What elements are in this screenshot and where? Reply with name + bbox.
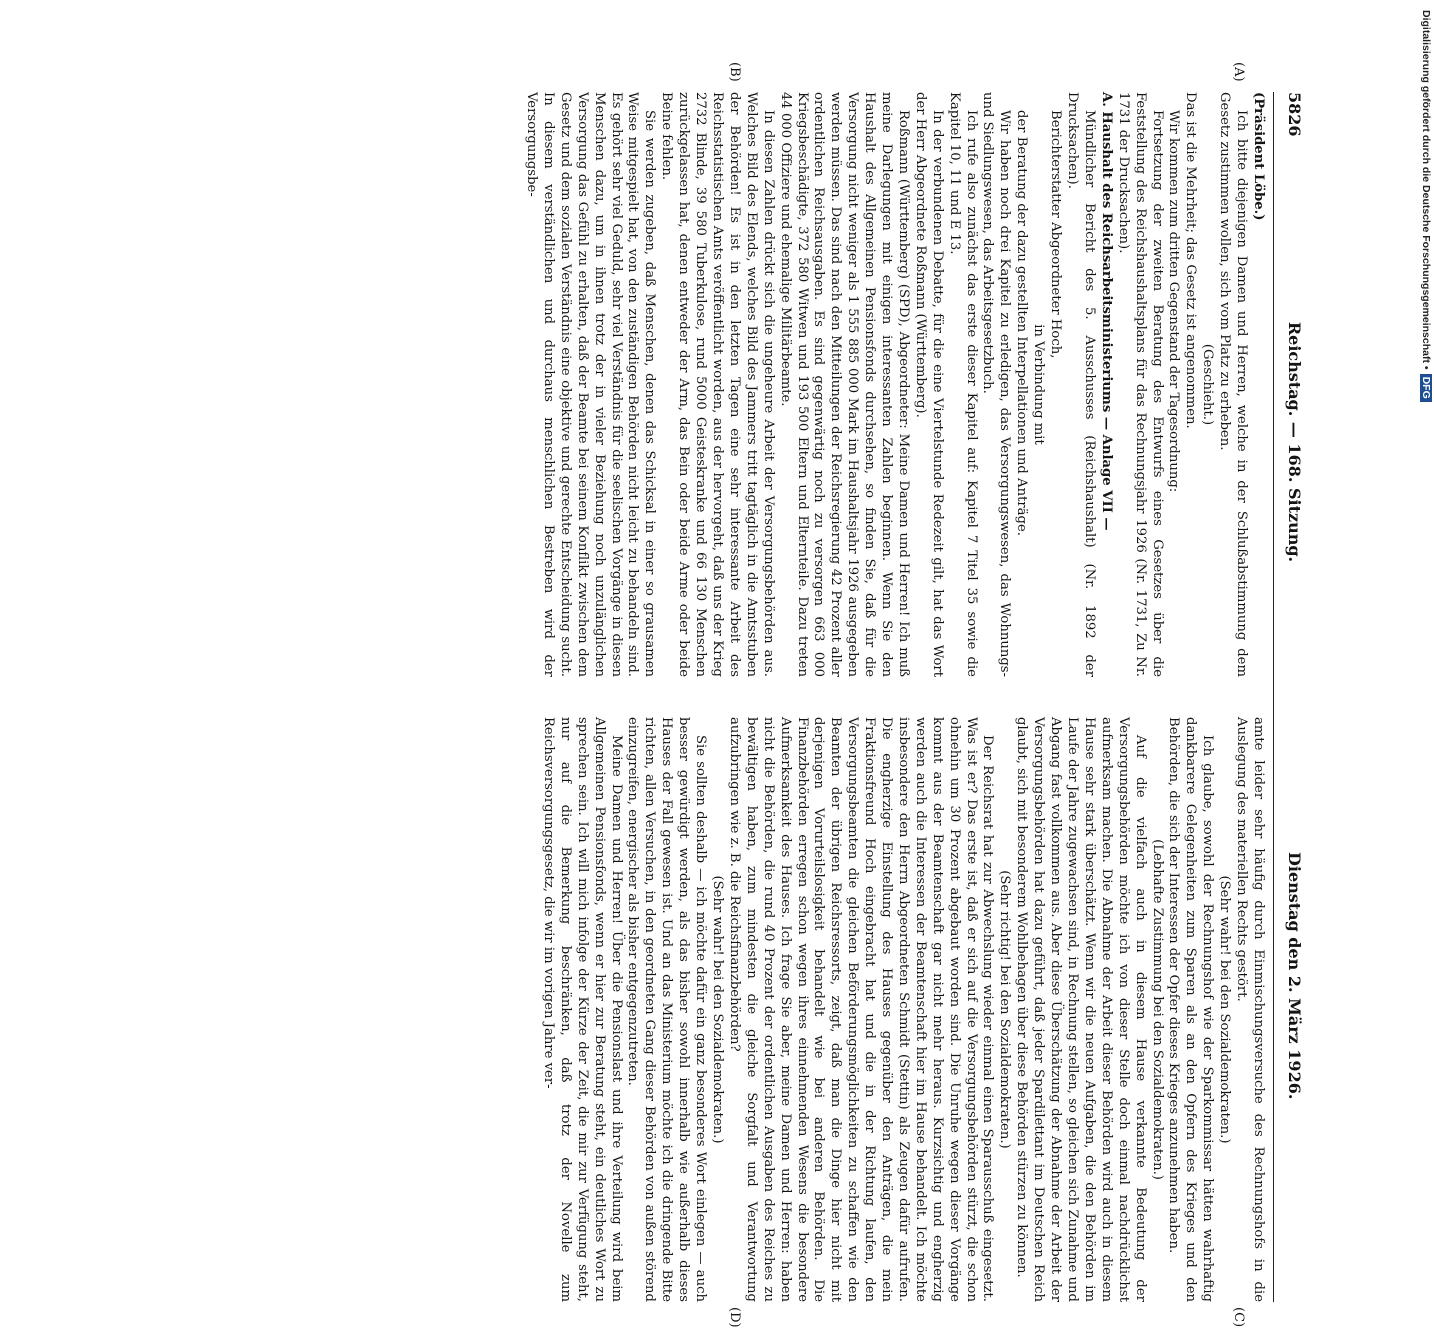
paragraph: Wir kommen zum dritten Gegenstand der Tagesordnung:: [1166, 110, 1182, 493]
paragraph: Mündlicher Bericht des 5. Ausschusses (Reichshaushalt) (Nr. 1892 der Drucksachen).: [1065, 92, 1097, 677]
right-column: [539, 717, 1266, 1302]
section-heading: A. Haushalt des Reichsarbeitsministeriums — Anlage VII —: [1098, 92, 1114, 531]
interjection: (Geschieht.): [1200, 343, 1216, 426]
interjection: (Sehr richtig! bei den Sozialdemokraten.): [997, 870, 1013, 1149]
paragraph: Roßmann (Württemberg) (SPD), Abgeordneter: Meine Damen und Herren! Ich muß meine Darlegungen mit einigen interessanten Zahlen beginnen. Wenn Sie den Haushalt des Allgemeinen Pensionsfonds durchsehen, so finden Sie, daß für die Versorgung nicht weniger als 1 555 885 000 Mark im Haushaltsjahr 1926 ausgegeben werden müssen. Das sind nach den Mitteilungen der Reichsregierung 42 Prozent aller ordentlichen Reichsausgaben. Es sind gegenwärtig noch zu versorgen 663 000 Kriegsbeschädigte, 372 580 Witwen und 193 500 Eltern und Elternteile. Dazu treten 44 000 Offiziere und ehemalige Militärbeamte.: [777, 92, 911, 677]
paragraph: Das ist die Mehrheit; das Gesetz ist angenommen.: [1183, 92, 1199, 429]
rotated-page-content: [92, 62, 1304, 1328]
paragraph: Fortsetzung der zweiten Beratung des Entwurfs eines Gesetzes über die Feststellung des Reichshaushaltsplans für das Rechnungsjahr 1926 (Nr. 1731, Zu Nr. 1731 der Drucksachen).: [1115, 92, 1165, 677]
page-number: 5826: [1285, 92, 1304, 137]
margin-mark-d: (D): [727, 1307, 742, 1328]
paragraph: amte leider sehr häufig durch Einmischungsversuche des Rechnungshofs in die Auslegung des materiellen Rechts gestört.: [1234, 717, 1266, 1302]
credit-text: Digitalisierung gefördert durch die Deutsche Forschungsgemeinschaft •: [1420, 10, 1432, 370]
paragraph: Wir haben noch drei Kapitel zu erledigen, das Versorgungswesen, das Wohnungs- und Siedlungswesen, das Arbeitsgesetzbuch.: [980, 92, 1013, 677]
interjection: (Sehr wahr! bei den Sozialdemokraten.): [710, 875, 725, 1144]
interjection: (Sehr wahr! bei den Sozialdemokraten.): [1217, 875, 1233, 1144]
interjection: (Lebhafte Zustimmung bei den Sozialdemokraten.): [1149, 839, 1165, 1180]
dfg-logo: DFG: [1420, 374, 1432, 402]
paragraph: Berichterstatter Abgeordneter Hoch,: [1048, 110, 1064, 359]
paragraph: der Beratung der dazu gestellten Interpellationen und Anträge.: [1014, 110, 1030, 536]
margin-mark-a: (A): [1231, 62, 1246, 82]
paragraph: Der Reichsrat hat zur Abwechslung wieder einmal einen Sparausschuß eingesetzt. Was ist er? Das erste ist, daß er sich auf die Versorgungsbehörden stürzt, die schon ohnehin um 30 Prozent abgebaut worden sind. Die Unruhe wegen dieser Vorgänge kommt aus der Beamtenschaft gar nicht mehr heraus. Kurzsichtig und engherzig werden auch die Interessen der Beamtenschaft hier im Hause behandelt. Ich möchte insbesondere den Herrn Abgeordneten Schmidt (Stettin) als Zeugen dafür aufrufen. Die engherzige Einstellung des Hauses gegenüber den Anträgen, die mein Fraktionsfreund Hoch eingebracht hat und die in der Richtung laufen, den Versorgungsbeamten die gleichen Beförderungsmöglichkeiten zu schaffen wie den Beamten der übrigen Reichsressorts, zeigt, daß man die Dinge hier nicht mit derjenigen Vorurteilslosigkeit behandelt wie bei anderen Behörden. Die Finanzbehörden erregen schon wegen ihres einnehmenden Wesens die besondere Aufmerksamkeit des Hauses. Ich frage Sie aber, meine Damen und Herren: haben nicht die Behörden, die rund 40 Prozent der ordentlichen Ausgaben des Reiches zu bewältigen haben, zum mindesten die gleiche Sorgfalt und Verantwortung aufzubringen wie z. B. die Reichsfinanzbehörden?: [726, 717, 996, 1302]
digitization-credit: [1418, 10, 1432, 730]
paragraph: Sie sollten deshalb — ich möchte dafür ein ganz besonderes Wort einlegen — auch besser gewürdigt werden, als das bisher sowohl innerhalb wie außerhalb dieses Hauses der Fall gewesen ist. Und an das Ministerium möchte ich die dringende Bitte richten, allen Versuchen, in den geordneten Gang dieser Behörden von außen störend einzugreifen, energischer als bisher entgegenzutreten.: [625, 717, 709, 1302]
margin-mark-c: (C): [1231, 1307, 1246, 1328]
interjection: in Verbindung mit: [1031, 324, 1047, 445]
speaker-label: (Präsident Löbe.): [1251, 92, 1266, 221]
paragraph: Meine Damen und Herren! Über die Pensionslast und ihre Verteilung wird beim Allgemeinen Pensionsfonds, wenn er hier zur Beratung steht, ein deutliches Wort zu sprechen sein. Ich will mich infolge der Kürze der Zeit, die mir zur Verfügung steht, nur auf die Bemerkung beschränken, daß trotz der Novelle zum Reichsversorgungsgesetz, die wir im vorigen Jahre ver-: [540, 717, 624, 1302]
header-rule: [1273, 92, 1274, 1302]
running-header: [1276, 92, 1302, 1302]
margin-mark-b: (B): [727, 62, 742, 82]
paragraph: Ich rufe also zunächst das erste dieser Kapitel auf: Kapitel 7 Titel 35 sowie die Kapitel 10, 11 und E 13.: [946, 92, 979, 677]
header-right-title: Dienstag den 2. März 1926.: [1285, 852, 1304, 1100]
paragraph: Auf die vielfach auch in diesem Hause verkannte Bedeutung der Versorgungsbehörden möchte ich von dieser Stelle doch einmal nachdrücklichst aufmerksam machen. Die Abnahme der Arbeit dieser Behörden wird auch in diesem Hause sehr stark überschätzt. Wenn wir die neuen Aufgaben, die den Behörden im Laufe der Jahre zugewachsen sind, in Rechnung stellen, so gleichen sich Zunahme und Abgang fast vollkommen aus. Aber diese Überschätzung der Abnahme der Arbeit der Versorgungsbehörden hat dazu geführt, daß jeder Spardilettant im Deutschen Reich glaubt, sich mit besonderem Wohlbehagen über diese Behörden stürzen zu können.: [1014, 717, 1148, 1302]
paragraph: Ich glaube, sowohl der Rechnungshof wie der Sparkommissar hätten wahrhaftig dankbarere Gelegenheiten zum Sparen als an den Opfern des Krieges und den Behörden, die sich der Interessen der Opfer dieses Krieges anzunehmen haben.: [1166, 717, 1216, 1302]
header-left-title: Reichstag. — 168. Sitzung.: [1285, 321, 1304, 563]
paragraph: In diesen Zahlen drückt sich die ungeheure Arbeit der Versorgungsbehörden aus. Welches Bild des Elends, welches Bild des Jammers tritt tagtäglich in die Amtsstuben der Behörden! Es ist in den letzten Tagen eine sehr interessante Arbeit des Reichsstatistischen Amts veröffentlicht worden, aus der hervorgeht, daß uns der Krieg 2732 Blinde, 39 580 Tuberkulose, rund 5000 Geisteskranke und 66 130 Menschen zurückgelassen hat, denen entweder der Arm, das Bein oder beide Arme oder beide Beine fehlen.: [659, 92, 776, 677]
paragraph: Ich bitte diejenigen Damen und Herren, welche in der Schlußabstimmung dem Gesetz zustimmen wollen, sich vom Platz zu erheben.: [1217, 92, 1250, 677]
left-column: [522, 92, 1266, 677]
paragraph: In der verbundenen Debatte, für die eine Viertelstunde Redezeit gilt, hat das Wort der Herr Abgeordnete Roßmann (Württemberg).: [912, 92, 945, 677]
paragraph: Sie werden zugeben, daß Menschen, denen das Schicksal in einer so grausamen Weise mitgespielt hat, von den zuständigen Behörden nicht leicht zu behandeln sind. Es gehört sehr viel Geduld, sehr viel Verständnis für die seelischen Vorgänge in diesen Menschen dazu, um in ihnen trotz der in vieler Beziehung noch unzulänglichen Versorgung das Gefühl zu erhalten, daß der Beamte bei seinem Konflikt zwischen dem Gesetz und dem sozialen Verständnis eine objektive und gerechte Entscheidung sucht. In diesem verständlichen und durchaus menschlichen Bestreben wird der Versorgungsbe-: [524, 92, 658, 677]
